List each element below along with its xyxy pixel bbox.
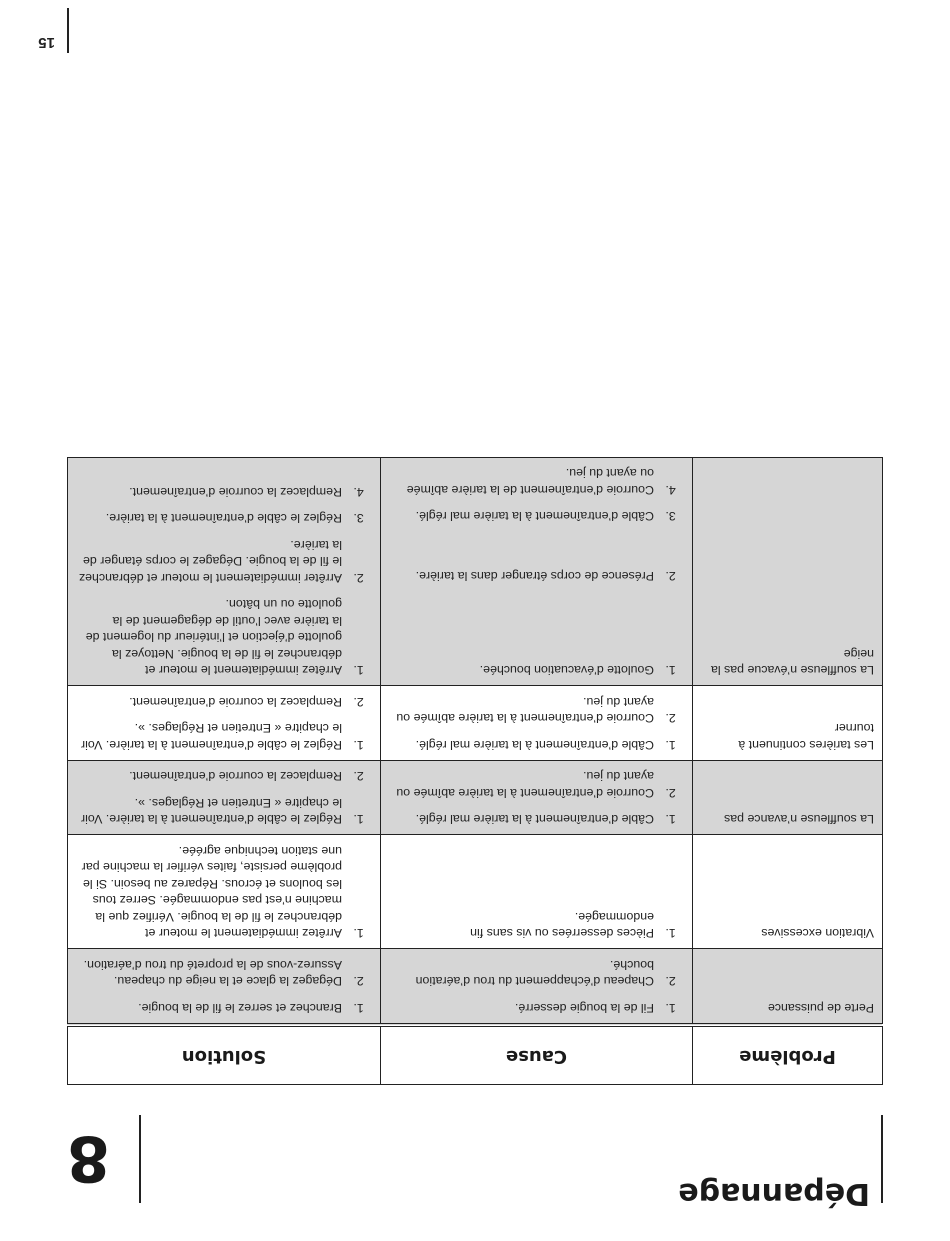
cause-cell <box>381 835 693 949</box>
cause-cell <box>381 458 693 687</box>
solution-item: 3. Réglez le câble d’entraînement à la tarière. <box>78 510 350 527</box>
solution-item: 1. Arrêtez immédiatement le moteur et débranchez le fil de la bougie. Nettoyez la goulotte d’éjection et l’intérieur du logement de la tarière avec l’outil de dégagement de la goulotte ou un bâton. <box>78 596 350 679</box>
cause-item: 1. Câble d’entraînement à la tarière mal réglé. <box>391 737 662 754</box>
chapter-number: 8 <box>66 1122 110 1195</box>
cause-item: 4. Courroie d’entraînement de la tarière abîmée ou ayant du jeu. <box>391 465 662 498</box>
header-divider-left <box>881 1115 883 1203</box>
table-row <box>68 949 883 1025</box>
table-row <box>68 761 883 836</box>
table-row <box>68 835 883 949</box>
solution-cell <box>68 686 381 761</box>
problem-cell: La souffleuse n’évacue pas la neige <box>693 458 883 687</box>
problem-cell: Perte de puissance <box>693 949 883 1025</box>
cause-item: 1. Goulotte d’évacuation bouchée. <box>391 662 662 679</box>
page-title: Dépannage <box>678 1176 870 1211</box>
problem-cell: Vibration excessives <box>693 835 883 949</box>
header-divider-right <box>139 1115 141 1203</box>
solution-cell <box>68 835 381 949</box>
solution-item: 1. Branchez et serrez le fil de la bougie. <box>78 1000 350 1017</box>
solution-cell <box>68 949 381 1025</box>
solution-item: 2. Arrêter immédiatement le moteur et débranchez le fil de la bougie. Dégagez le corps étanger de la tarière. <box>78 537 350 587</box>
solution-item: 4. Remplacez la courroie d’entraînement. <box>78 484 350 501</box>
problem-cell: Les tarières continuent à tourner <box>693 686 883 761</box>
page-number: 15 <box>38 34 55 51</box>
solution-item: 1. Réglez le câble d’entraînement à la tarière. Voir le chapitre « Entretien et Réglages. ». <box>78 720 350 753</box>
cause-item: 2. Chapeau d’échappement du trou d’aération bouché. <box>391 957 662 990</box>
solution-item: 2. Remplacez la courroie d’entraînement. <box>78 768 350 785</box>
table-header-row <box>68 1025 883 1085</box>
cause-item: 1. Pièces desserrées ou vis sans fin endommagée. <box>391 909 662 942</box>
table-row <box>68 686 883 761</box>
solution-item: 1. Réglez le câble d’entraînement à la tarière. Voir le chapitre « Entretien et Réglages. ». <box>78 795 350 828</box>
cause-item: 1. Fil de la bougie desserré. <box>391 1000 662 1017</box>
cause-item: 2. Courroie d’entraînement à la tarière abîmée ou ayant du jeu. <box>391 694 662 727</box>
solution-item: 2. Remplacez la courroie d’entraînement. <box>78 694 350 711</box>
cause-cell <box>381 949 693 1025</box>
cause-item: 3. Câble d’entraînement à la tarière mal réglé. <box>391 508 662 525</box>
column-header-problem: Problème <box>693 1025 883 1085</box>
troubleshooting-table <box>67 457 883 1085</box>
solution-cell <box>68 761 381 836</box>
solution-cell <box>68 458 381 687</box>
cause-item: 2. Courroie d’entraînement à la tarière abîmée ou ayant du jeu. <box>391 768 662 801</box>
footer-divider <box>67 8 69 53</box>
problem-cell: La souffleuse n’avance pas <box>693 761 883 836</box>
cause-cell <box>381 686 693 761</box>
column-header-solution: Solution <box>68 1025 381 1085</box>
solution-item: 1. Arrêtez immédiatement le moteur et débranchez le fil de la bougie. Vérifiez que la machine n’est pas endommagée. Serrez tous les boulons et écrous. Réparez au besoin. Si le problème persiste, faites vérifier la machine par une station technique agréée. <box>78 843 350 942</box>
solution-item: 2. Dégagez la glace et la neige du chapeau. Assurez-vous de la propreté du trou d’aération. <box>78 957 350 990</box>
column-header-cause: Cause <box>381 1025 693 1085</box>
cause-cell <box>381 761 693 836</box>
cause-item: 2. Présence de corps étranger dans la tarière. <box>391 568 662 585</box>
cause-item: 1. Câble d’entraînement à la tarière mal réglé. <box>391 811 662 828</box>
table-row <box>68 458 883 687</box>
